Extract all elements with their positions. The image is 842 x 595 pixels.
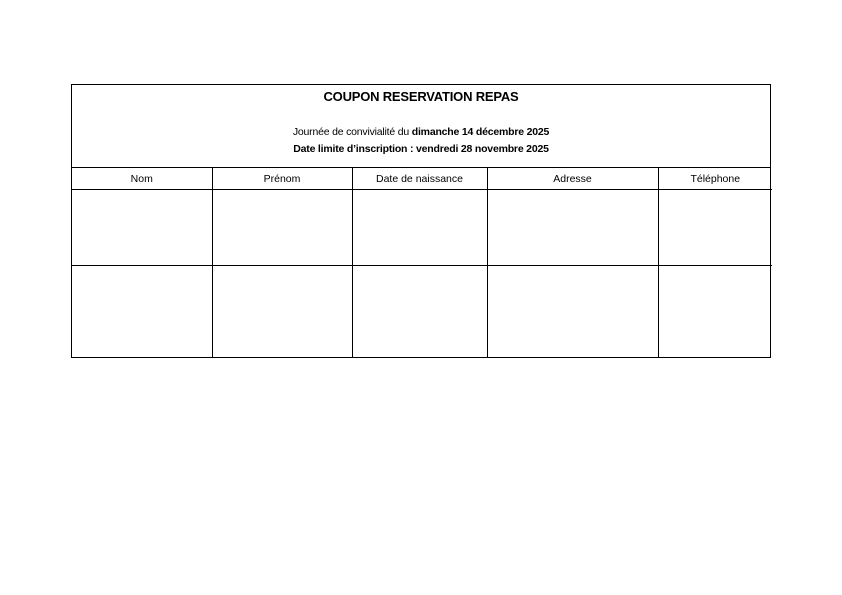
- reservation-coupon: [71, 84, 771, 358]
- cell-prenom: [212, 190, 352, 266]
- table-header-row: [72, 168, 772, 190]
- cell-adresse: [487, 266, 658, 359]
- cell-date-naissance: [352, 190, 487, 266]
- cell-nom: [72, 190, 212, 266]
- registration-deadline: Date limite d’inscription : vendredi 28 novembre 2025: [293, 143, 549, 155]
- cell-date-naissance: [352, 266, 487, 359]
- cell-telephone: [658, 266, 772, 359]
- column-header-telephone: Téléphone: [658, 168, 772, 190]
- table-row: [72, 190, 772, 266]
- column-header-nom: Nom: [72, 168, 212, 190]
- column-header-adresse: Adresse: [487, 168, 658, 190]
- cell-adresse: [487, 190, 658, 266]
- column-header-prenom: Prénom: [212, 168, 352, 190]
- coupon-title: COUPON RESERVATION REPAS: [323, 89, 519, 104]
- column-header-date-naissance: Date de naissance: [352, 168, 487, 190]
- cell-telephone: [658, 190, 772, 266]
- event-date: dimanche 14 décembre 2025: [411, 126, 550, 138]
- coupon-header: [72, 85, 770, 168]
- event-date-line: [72, 126, 770, 138]
- cell-nom: [72, 266, 212, 359]
- cell-prenom: [212, 266, 352, 359]
- event-date-prefix: Journée de convivialité du: [292, 126, 412, 138]
- table-row: [72, 266, 772, 359]
- reservation-table: [72, 168, 772, 358]
